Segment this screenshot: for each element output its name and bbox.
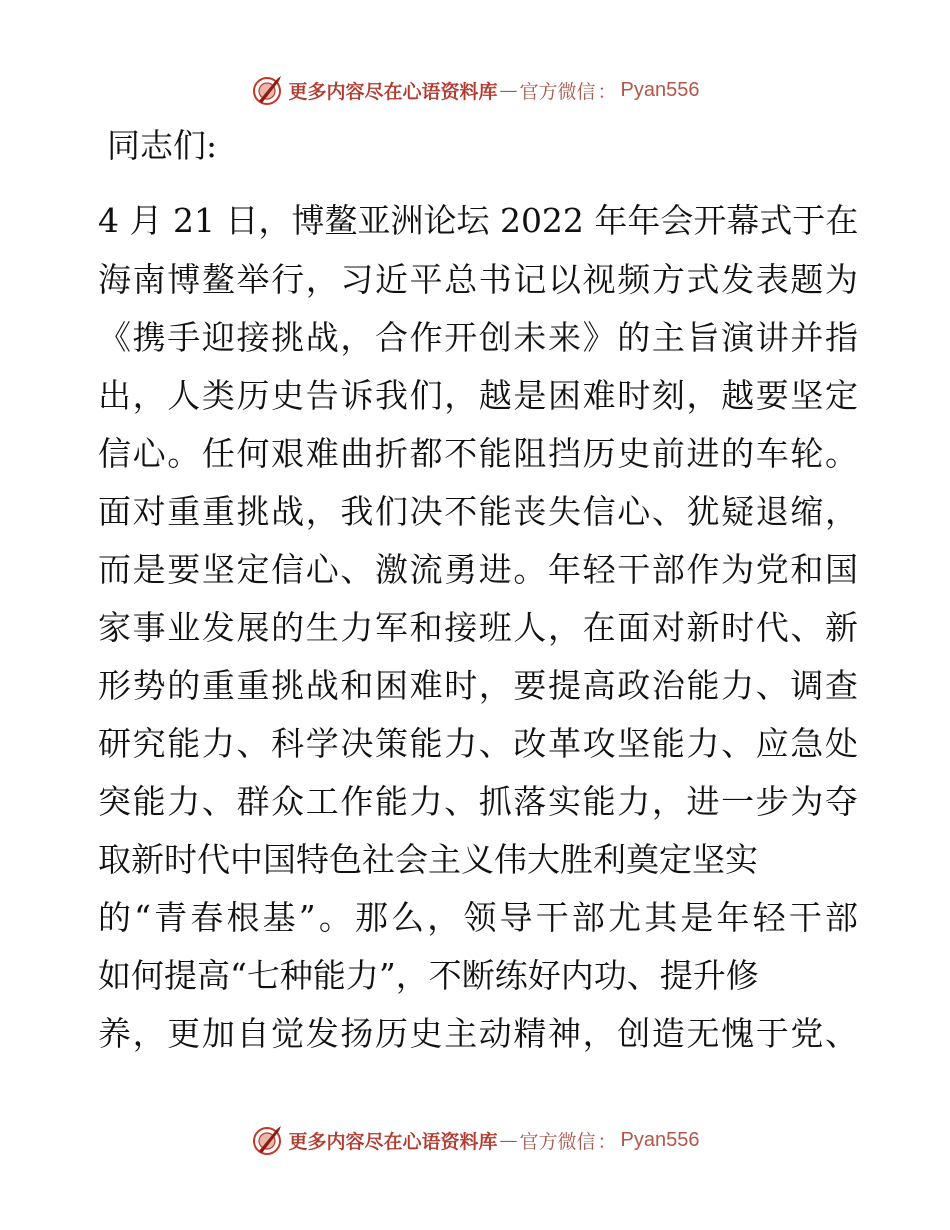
paragraph-line: 而是要坚定信心、激流勇进。年轻干部作为党和国 [98,550,858,589]
paragraph-line: 突能力、群众工作能力、抓落实能力，进一步为夺 [98,782,858,821]
footer-watermark [0,1120,950,1160]
quill-pen-icon [250,1123,284,1157]
paragraph-line: 《携手迎接挑战，合作开创未来》的主旨演讲并指 [98,318,858,357]
paragraph-line: 形势的重重挑战和困难时，要提高政治能力、调查 [98,666,858,705]
paragraph-line: 家事业发展的生力军和接班人，在面对新时代、新 [98,608,858,647]
watermark-brand: 更多内容尽在心语资料库 [288,1130,498,1153]
paragraph-line: 信心。任何艰难曲折都不能阻挡历史前进的车轮。 [98,434,858,473]
paragraph-line: 研究能力、科学决策能力、改革攻坚能力、应急处 [98,724,858,763]
header-watermark [0,70,950,110]
paragraph-line: 养，更加自觉发扬历史主动精神，创造无愧于党、 [98,1014,858,1053]
paragraph-line: 4 月 21 日，博鳌亚洲论坛 2022 年年会开幕式于在 [98,201,859,240]
watermark-dash: — [499,79,518,101]
salutation: 同志们: [107,126,218,165]
watermark-label: 官方微信 [519,1130,596,1153]
paragraph-line: 如何提高“七种能力”，不断练好内功、提升修 [98,956,759,995]
paragraph-line: 出，人类历史告诉我们，越是困难时刻，越要坚定 [98,376,858,415]
watermark-separator: ： [597,1130,617,1153]
watermark-account: Pyan556 [620,1128,700,1151]
paragraph-line: 的“青春根基”。那么，领导干部尤其是年轻干部 [98,898,858,937]
watermark-account: Pyan556 [620,78,700,101]
quill-pen-icon [250,73,284,107]
paragraph-line: 面对重重挑战，我们决不能丧失信心、犹疑退缩， [98,492,858,531]
paragraph-line: 取新时代中国特色社会主义伟大胜利奠定坚实 [98,840,758,879]
watermark-separator: ： [597,80,617,103]
paragraph-line: 海南博鳌举行，习近平总书记以视频方式发表题为 [98,260,858,299]
watermark-dash: — [499,1129,518,1151]
watermark-brand: 更多内容尽在心语资料库 [288,80,498,103]
watermark-label: 官方微信 [519,80,596,103]
